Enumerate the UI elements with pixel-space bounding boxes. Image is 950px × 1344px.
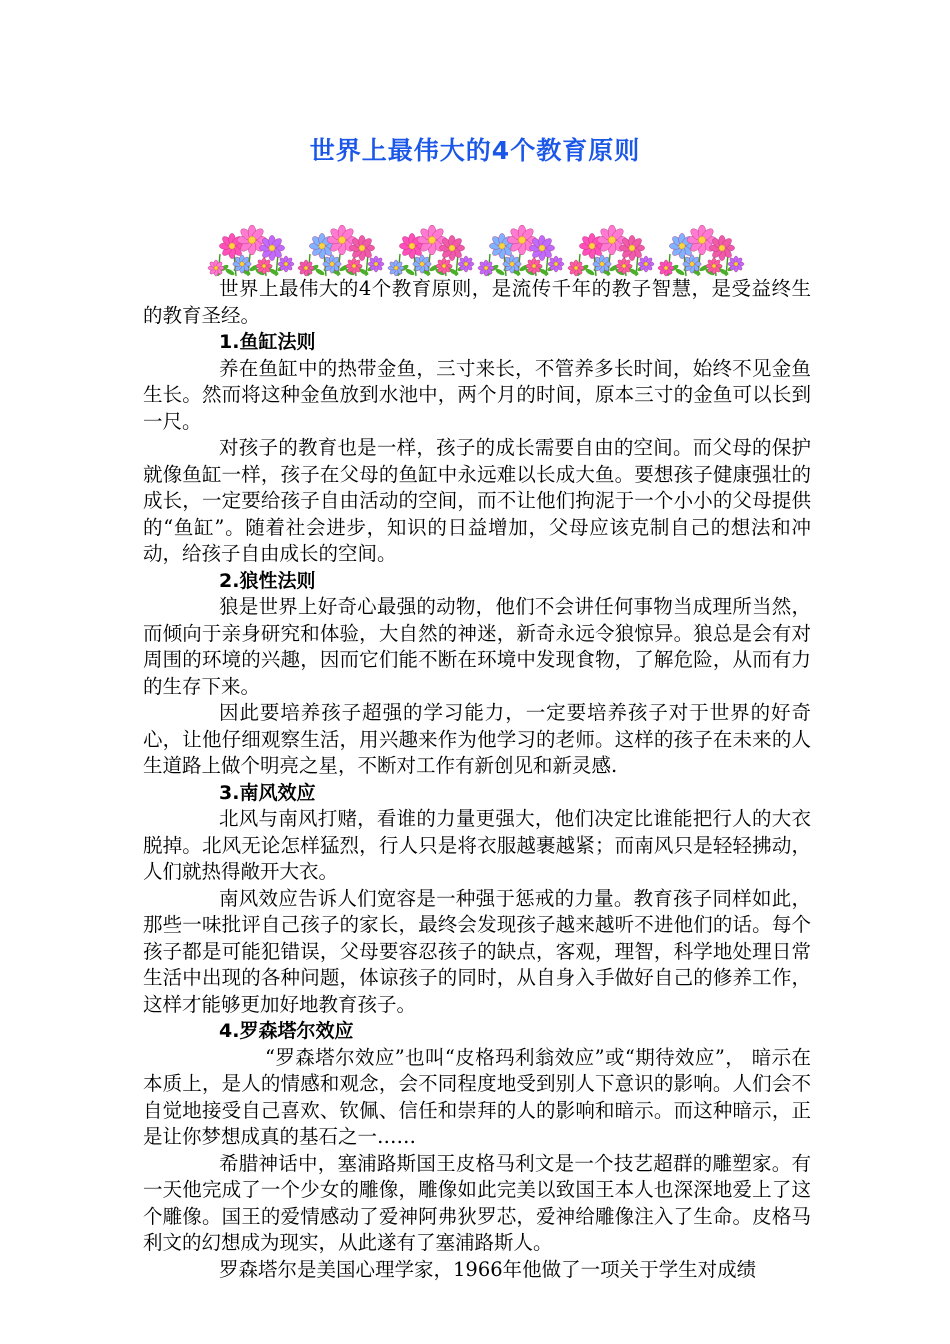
paragraph: 世界上最伟大的4个教育原则，是流传千年的教子智慧，是受益终生的教育圣经。 xyxy=(143,277,811,327)
paragraph: 罗森塔尔是美国心理学家，1966年他做了一项关于学生对成绩 xyxy=(219,1257,757,1281)
section-heading: 2.狼性法则 xyxy=(219,569,316,592)
flower-icon xyxy=(683,255,701,273)
flower-icon xyxy=(388,260,404,276)
flower-icon xyxy=(706,258,722,274)
flower-icon xyxy=(658,260,674,276)
paragraph: 希腊神话中，塞浦路斯国王皮格马利文是一个技艺超群的雕塑家。有一天他完成了一个少女的雕像，雕像如此完美以致国王本人也深深地爱上了这个雕像。国王的爱情感动了爱神阿弗狄罗芯，爱神给雕像注入了生命。皮格马利文的幻想成为现实，从此遂有了塞浦路斯人。 xyxy=(143,1151,811,1254)
paragraph: 因此要培养孩子超强的学习能力，一定要培养孩子对于世界的好奇心，让他仔细观察生活，用兴趣来作为他学习的老师。这样的孩子在未来的人生道路上做个明亮之星，不断对工作有新创见和新灵感. xyxy=(143,701,811,777)
page-title: 世界上最伟大的4个教育原则 xyxy=(309,136,641,165)
flower-icon xyxy=(529,235,554,260)
flower-icon xyxy=(368,256,384,272)
flower-icon xyxy=(593,255,611,273)
paragraph: 养在鱼缸中的热带金鱼，三寸来长，不管养多长时间，始终不见金鱼生长。然而将这种金鱼放到水池中，两个月的时间，原本三寸的金鱼可以长到一尺。 xyxy=(143,356,811,433)
flower-icon xyxy=(349,235,374,260)
flower-icon xyxy=(439,235,464,260)
flower-icon xyxy=(709,235,734,260)
flower-icon xyxy=(638,256,654,272)
flower-icon xyxy=(233,255,251,273)
flower-icon xyxy=(568,260,584,276)
flower-icon xyxy=(259,235,284,260)
flower-icon xyxy=(478,260,494,276)
flower-icon xyxy=(548,256,564,272)
flower-icon xyxy=(278,256,294,272)
flower-icon xyxy=(503,255,521,273)
section-heading: 4.罗森塔尔效应 xyxy=(219,1020,354,1042)
flower-icon xyxy=(298,260,314,276)
section-heading: 3.南风效应 xyxy=(219,781,316,804)
document-body xyxy=(143,276,811,1283)
flower-icon xyxy=(526,258,542,274)
flower-icon xyxy=(256,258,272,274)
flower-icon xyxy=(208,260,224,276)
flower-border-decoration xyxy=(202,224,747,280)
paragraph: 南风效应告诉人们宽容是一种强于惩戒的力量。教育孩子同样如此，那些一味批评自己孩子的家长，最终会发现孩子越来越听不进他们的话。每个孩子都是可能犯错误，父母要容忍孩子的缺点，客观，理智，科学地处理日常生活中出现的各种问题，体谅孩子的同时，从自身入手做好自己的修养工作，这样才能够更加好地教育孩子。 xyxy=(143,886,811,1016)
flower-icon xyxy=(436,258,452,274)
paragraph: “罗森塔尔效应”也叫“皮格玛利翁效应”或“期待效应”， 暗示在本质上，是人的情感和观念，会不同程度地受到别人下意识的影响。人们会不自觉地接受自己喜欢、钦佩、信任和崇拜的人的影响和暗示。而这种暗示，正是让你梦想成真的基石之一…… xyxy=(143,1045,811,1148)
flower-icon xyxy=(413,255,431,273)
flower-icon xyxy=(346,258,362,274)
flower-icon xyxy=(323,255,341,273)
flower-icon xyxy=(619,235,644,260)
flower-icon xyxy=(458,256,474,272)
paragraph: 狼是世界上好奇心最强的动物，他们不会讲任何事物当成理所当然，而倾向于亲身研究和体验，大自然的神迷，新奇永远令狼惊异。狼总是会有对周围的环境的兴趣，因而它们能不断在环境中发现食物，了解危险，从而有力的生存下来。 xyxy=(143,595,811,698)
flower-icon xyxy=(616,258,632,274)
flower-icon xyxy=(728,256,744,272)
paragraph: 对孩子的教育也是一样，孩子的成长需要自由的空间。而父母的保护就像鱼缸一样，孩子在父母的鱼缸中永远难以长成大鱼。要想孩子健康强壮的成长，一定要给孩子自由活动的空间，而不让他们拘泥于一个小小的父母提供的“鱼缸”。随着社会进步，知识的日益增加，父母应该克制自己的想法和冲动，给孩子自由成长的空间。 xyxy=(143,436,811,565)
section-heading: 1.鱼缸法则 xyxy=(219,331,316,353)
paragraph: 北风与南风打赌，看谁的力量更强大，他们决定比谁能把行人的大衣脱掉。北风无论怎样猛烈，行人只是将衣服越裹越紧；而南风只是轻轻拂动，人们就热得敞开大衣。 xyxy=(143,807,811,883)
